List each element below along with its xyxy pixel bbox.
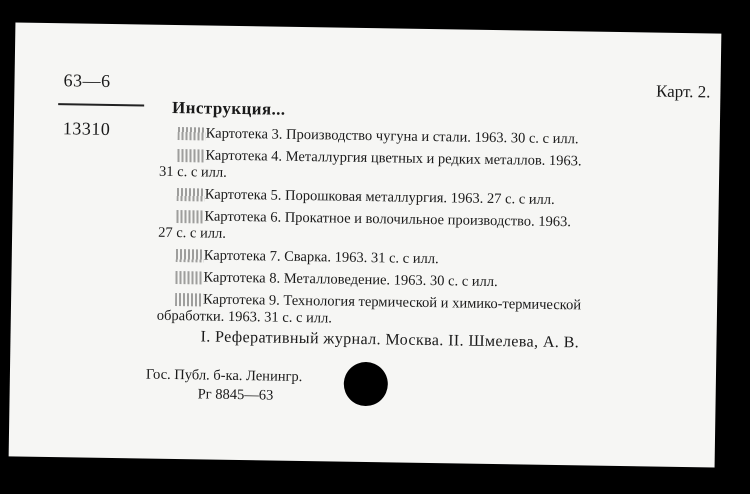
list-item [157,269,713,295]
library-name: Гос. Публ. б-ка. Ленингр. [145,366,303,386]
list-item [159,147,715,190]
entry-line: Картотека 7. Сварка. 1963. 31 с. с илл. [203,247,439,268]
entry-line: Картотека 6. Прокатное и волочильное производство. 1963. [204,208,572,231]
accession-number: 13310 [62,118,111,139]
entry-line-continued: обработки. 1963. 31 с. с илл. [156,307,333,327]
stamp-smudge [178,127,206,140]
punch-hole [343,362,388,407]
stamp-smudge [177,149,205,162]
stamp-smudge [177,188,205,201]
list-item [158,247,714,273]
stamp-smudge [175,293,203,306]
call-number: 63—6 [63,70,111,91]
list-item [157,291,713,334]
entry-line-continued: 31 с. с илл. [158,163,227,181]
library-code: Рг 8845—63 [197,386,274,404]
entry-line: Картотека 4. Металлургия цветных и редких металлов. 1963. [205,147,582,170]
divider-line [58,103,144,106]
entry-line: Картотека 8. Металловедение. 1963. 30 с. с илл. [203,269,498,291]
subject-headings: I. Реферативный журнал. Москва. II. Шмелева, А. В. [200,328,580,352]
stamp-smudge [176,210,204,223]
list-item [158,208,714,251]
entry-list [157,125,716,339]
stamp-smudge [175,271,203,284]
card-heading: Инструкция... [171,97,286,119]
stamp-smudge [176,249,204,262]
entry-line: Картотека 3. Производство чугуна и стали. 1963. 30 с. с илл. [205,125,579,148]
entry-line: Картотека 5. Порошковая металлургия. 1963. 27 с. с илл. [204,186,555,208]
list-item [160,125,716,151]
catalog-card [9,22,722,467]
entry-line: Картотека 9. Технология термической и химико-термической [202,291,582,314]
card-number: Карт. 2. [655,81,711,102]
list-item [159,186,715,212]
entry-line-continued: 27 с. с илл. [158,224,227,242]
